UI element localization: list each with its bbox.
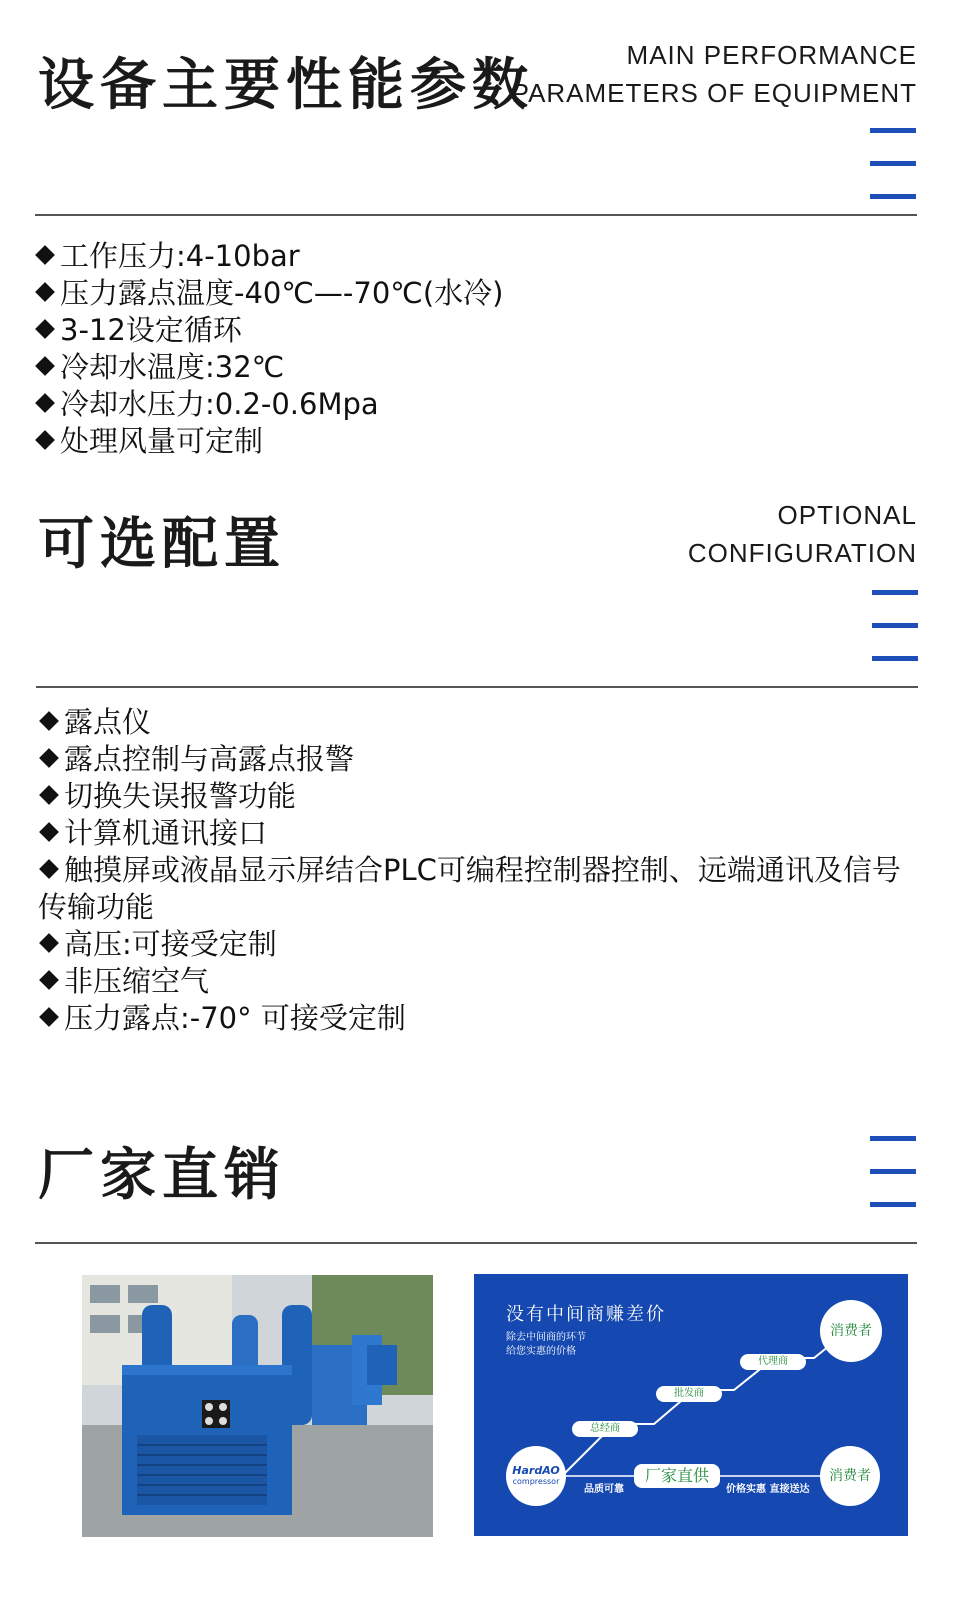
list-item: 压力露点温度-40℃—-70℃(水冷) — [34, 275, 934, 312]
performance-title-en-line2: PARAMETERS OF EQUIPMENT — [511, 78, 917, 108]
diamond-bullet-icon — [39, 748, 59, 768]
no-middleman-diagram — [474, 1274, 908, 1536]
diamond-bullet-icon — [35, 245, 55, 265]
performance-title-en — [512, 36, 917, 112]
price-delivery-label: 价格实惠 直接送达 — [726, 1484, 810, 1495]
list-item: 露点仪 — [38, 704, 923, 741]
diamond-bullet-icon — [35, 282, 55, 302]
wholesaler-pill: 批发商 — [656, 1386, 722, 1402]
list-item: 非压缩空气 — [38, 963, 923, 1000]
diagram-subtitle-2: 给您实惠的价格 — [506, 1346, 576, 1357]
performance-title-en-line1: MAIN PERFORMANCE — [626, 40, 917, 70]
section-divider — [35, 1242, 917, 1244]
diamond-bullet-icon — [39, 933, 59, 953]
list-item: 计算机通讯接口 — [38, 815, 923, 852]
diamond-bullet-icon — [35, 356, 55, 376]
brand-logo-subtext: compressor — [512, 1477, 560, 1486]
menu-bars-icon — [870, 1136, 916, 1208]
list-item: 工作压力:4-10bar — [34, 238, 934, 275]
diamond-bullet-icon — [39, 785, 59, 805]
list-item: 高压:可接受定制 — [38, 926, 923, 963]
consumer-top-circle: 消费者 — [820, 1300, 882, 1362]
diagram-subtitle-1: 除去中间商的环节 — [506, 1332, 586, 1343]
menu-bars-icon — [872, 590, 918, 663]
diamond-bullet-icon — [35, 430, 55, 450]
direct-title-cn: 厂家直销 — [38, 1143, 286, 1208]
quality-label: 品质可靠 — [584, 1484, 624, 1495]
menu-bars-icon — [870, 128, 916, 203]
diamond-bullet-icon — [39, 711, 59, 731]
optional-title-en-line2: CONFIGURATION — [687, 538, 917, 568]
diamond-bullet-icon — [39, 822, 59, 842]
list-item: 露点控制与高露点报警 — [38, 741, 923, 778]
diamond-bullet-icon — [39, 1007, 59, 1027]
list-item: 触摸屏或液晶显示屏结合PLC可编程控制器控制、远端通讯及信号传输功能 — [38, 853, 901, 924]
performance-title-cn: 设备主要性能参数 — [38, 53, 534, 118]
air-dryer-image — [82, 1275, 433, 1537]
list-item: 冷却水压力:0.2-0.6Mpa — [34, 386, 934, 423]
product-photo — [82, 1275, 433, 1537]
section-divider — [36, 686, 918, 688]
diagram-title: 没有中间商赚差价 — [506, 1304, 666, 1325]
performance-list — [34, 238, 934, 460]
list-item: 冷却水温度:32℃ — [34, 349, 934, 386]
optional-title-en — [688, 496, 917, 572]
section-divider — [35, 214, 917, 216]
optional-list — [38, 704, 923, 1037]
list-item: 3-12设定循环 — [34, 312, 934, 349]
list-item: 压力露点:-70° 可接受定制 — [38, 1000, 923, 1037]
diamond-bullet-icon — [35, 393, 55, 413]
logo-circle — [506, 1446, 566, 1506]
optional-title-en-line1: OPTIONAL — [777, 500, 917, 530]
diamond-bullet-icon — [39, 859, 59, 879]
optional-title-cn: 可选配置 — [38, 512, 286, 577]
list-item: 处理风量可定制 — [34, 423, 934, 460]
diamond-bullet-icon — [39, 970, 59, 990]
list-item: 切换失误报警功能 — [38, 778, 923, 815]
distributor-pill: 总经商 — [572, 1421, 638, 1437]
brand-logo-text: HardAO — [512, 1464, 560, 1477]
diamond-bullet-icon — [35, 319, 55, 339]
factory-direct-pill: 厂家直供 — [634, 1464, 720, 1488]
agent-pill: 代理商 — [740, 1354, 806, 1370]
consumer-bottom-circle: 消费者 — [820, 1446, 880, 1506]
